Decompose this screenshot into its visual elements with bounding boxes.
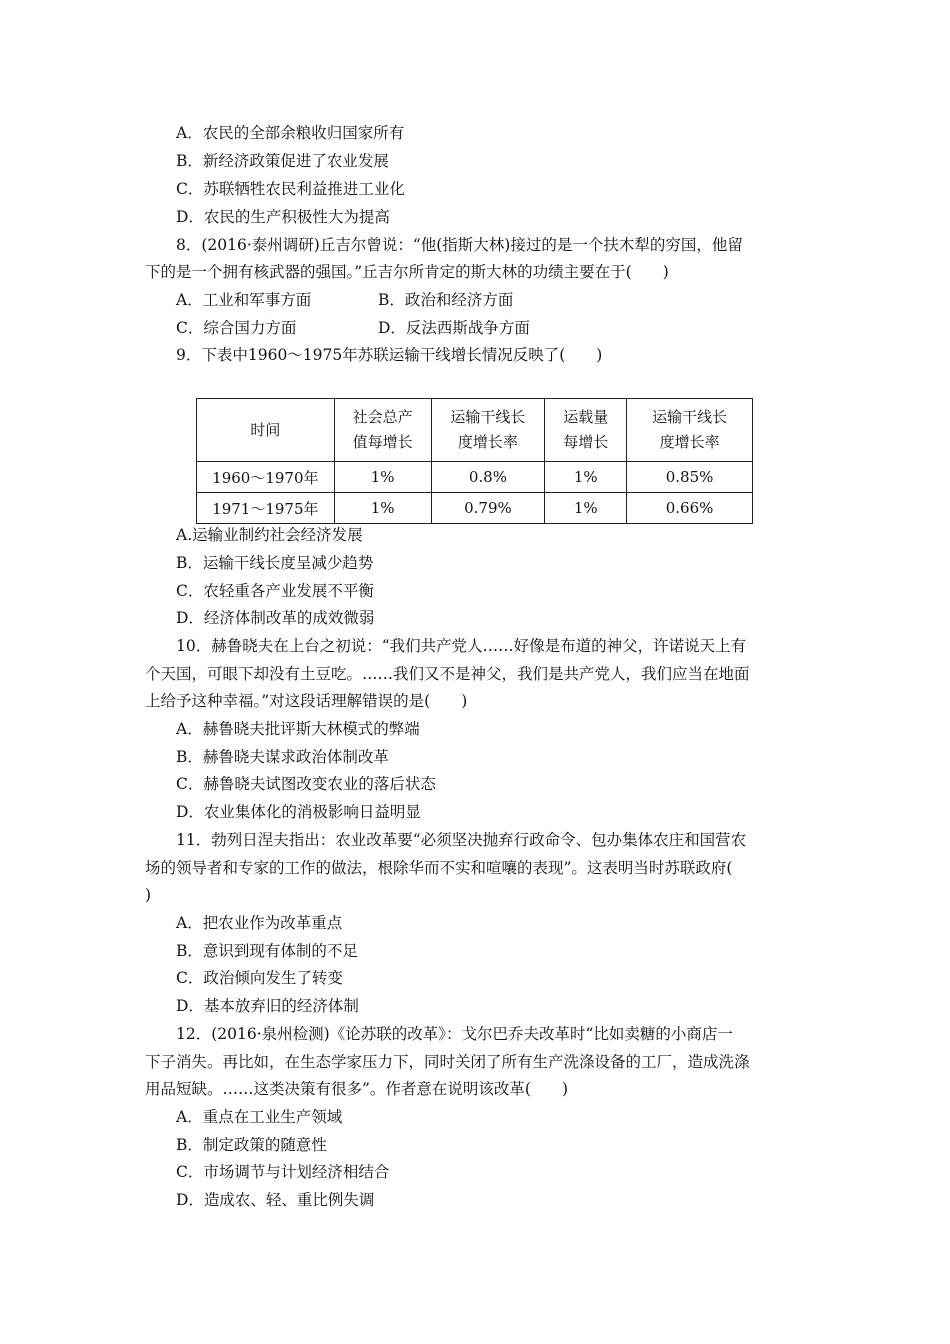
q12-option-d: D．造成农、轻、重比例失调: [176, 1191, 375, 1209]
q12-option-c: C．市场调节与计划经济相结合: [176, 1163, 390, 1181]
q11-stem-line3: ): [145, 886, 152, 904]
header-text: 社会总产: [352, 408, 413, 426]
q12-stem-line1: 12．(2016·泉州检测)《论苏联的改革》：戈尔巴乔夫改革时“比如卖糖的小商店一: [176, 1025, 733, 1043]
header-text: 度增长率: [457, 433, 518, 451]
q9-data-table: [196, 398, 753, 524]
q11-option-a: A．把农业作为改革重点: [176, 914, 343, 932]
q8-stem-line1: 8．(2016·泰州调研)丘吉尔曾说：“他(指斯大林)接过的是一个扶木犁的穷国，他留: [176, 236, 743, 254]
table-cell: 1%: [545, 493, 627, 524]
q8-option-c: C．综合国力方面: [176, 319, 297, 337]
q9-stem: 9．下表中1960～1975年苏联运输干线增长情况反映了( ): [176, 346, 603, 364]
table-cell: 0.66%: [627, 493, 753, 524]
header-text: 运载量: [563, 408, 609, 426]
q10-stem-line1: 10．赫鲁晓夫在上台之初说：“我们共产党人……好像是布道的神父，许诺说天上有: [176, 637, 747, 655]
q11-option-c: C．政治倾向发生了转变: [176, 969, 343, 987]
table-row: [197, 493, 753, 524]
q9-option-c: C．农轻重各产业发展不平衡: [176, 582, 374, 600]
header-cell-volume-growth: [545, 399, 627, 462]
q7-option-b: B．新经济政策促进了农业发展: [176, 152, 389, 170]
q9-option-d: D．经济体制改革的成效微弱: [176, 609, 375, 627]
header-cell-trunk-rate-2: [627, 399, 753, 462]
header-text: 运输干线长: [652, 408, 728, 426]
q7-option-a: A．农民的全部余粮收归国家所有: [176, 124, 405, 142]
q8-option-a: A．工业和军事方面: [176, 291, 312, 309]
q11-option-b: B．意识到现有体制的不足: [176, 942, 358, 960]
q10-option-b: B．赫鲁晓夫谋求政治体制改革: [176, 748, 389, 766]
q10-stem-line3: 上给予这种幸福。”对这段话理解错误的是( ): [145, 692, 468, 710]
q10-option-d: D．农业集体化的消极影响日益明显: [176, 803, 421, 821]
header-text: 时间: [250, 420, 281, 439]
header-text: 度增长率: [659, 433, 720, 451]
header-cell-gdp-growth: [334, 399, 431, 462]
q8-option-d: D．反法西斯战争方面: [378, 319, 530, 337]
table-cell: 0.79%: [431, 493, 545, 524]
q11-stem-line2: 场的领导者和专家的工作的做法，根除华而不实和喧嚷的表现”。这表明当时苏联政府(: [145, 859, 733, 877]
table-cell: 1%: [334, 493, 431, 524]
header-cell-trunk-rate: [431, 399, 545, 462]
table-cell: 1%: [545, 462, 627, 493]
q12-stem-line3: 用品短缺。……这类决策有很多”。作者意在说明该改革( ): [145, 1080, 569, 1098]
q8-stem-line2: 下的是一个拥有核武器的强国。”丘吉尔所肯定的斯大林的功绩主要在于( ): [145, 263, 669, 281]
table-header-row: [197, 399, 753, 462]
q8-option-b: B．政治和经济方面: [378, 291, 514, 309]
table-cell: 1971～1975年: [197, 493, 335, 524]
q7-option-d: D．农民的生产积极性大为提高: [176, 208, 390, 226]
q11-option-d: D．基本放弃旧的经济体制: [176, 997, 359, 1015]
q11-stem-line1: 11．勃列日涅夫指出：农业改革要“必须坚决抛弃行政命令、包办集体农庄和国营农: [176, 831, 747, 849]
header-cell-time: [197, 399, 335, 462]
header-text: 值每增长: [352, 433, 413, 451]
q10-stem-line2: 个天国，可眼下却没有土豆吃。……我们又不是神父，我们是共产党人，我们应当在地面: [145, 665, 750, 683]
q12-option-b: B．制定政策的随意性: [176, 1136, 327, 1154]
table-cell: 1%: [334, 462, 431, 493]
q9-option-a: A.运输业制约社会经济发展: [176, 526, 363, 544]
q12-option-a: A．重点在工业生产领域: [176, 1108, 343, 1126]
header-text: 每增长: [563, 433, 609, 451]
table-cell: 0.8%: [431, 462, 545, 493]
q10-option-a: A．赫鲁晓夫批评斯大林模式的弊端: [176, 720, 420, 738]
table-cell: 0.85%: [627, 462, 753, 493]
q12-stem-line2: 下子消失。再比如，在生态学家压力下，同时关闭了所有生产洗涤设备的工厂，造成洗涤: [145, 1053, 750, 1071]
q9-option-b: B．运输干线长度呈减少趋势: [176, 554, 374, 572]
q10-option-c: C．赫鲁晓夫试图改变农业的落后状态: [176, 775, 436, 793]
header-text: 运输干线长: [450, 408, 526, 426]
table-cell: 1960～1970年: [197, 462, 335, 493]
q7-option-c: C．苏联牺牲农民利益推进工业化: [176, 180, 405, 198]
table-row: [197, 462, 753, 493]
